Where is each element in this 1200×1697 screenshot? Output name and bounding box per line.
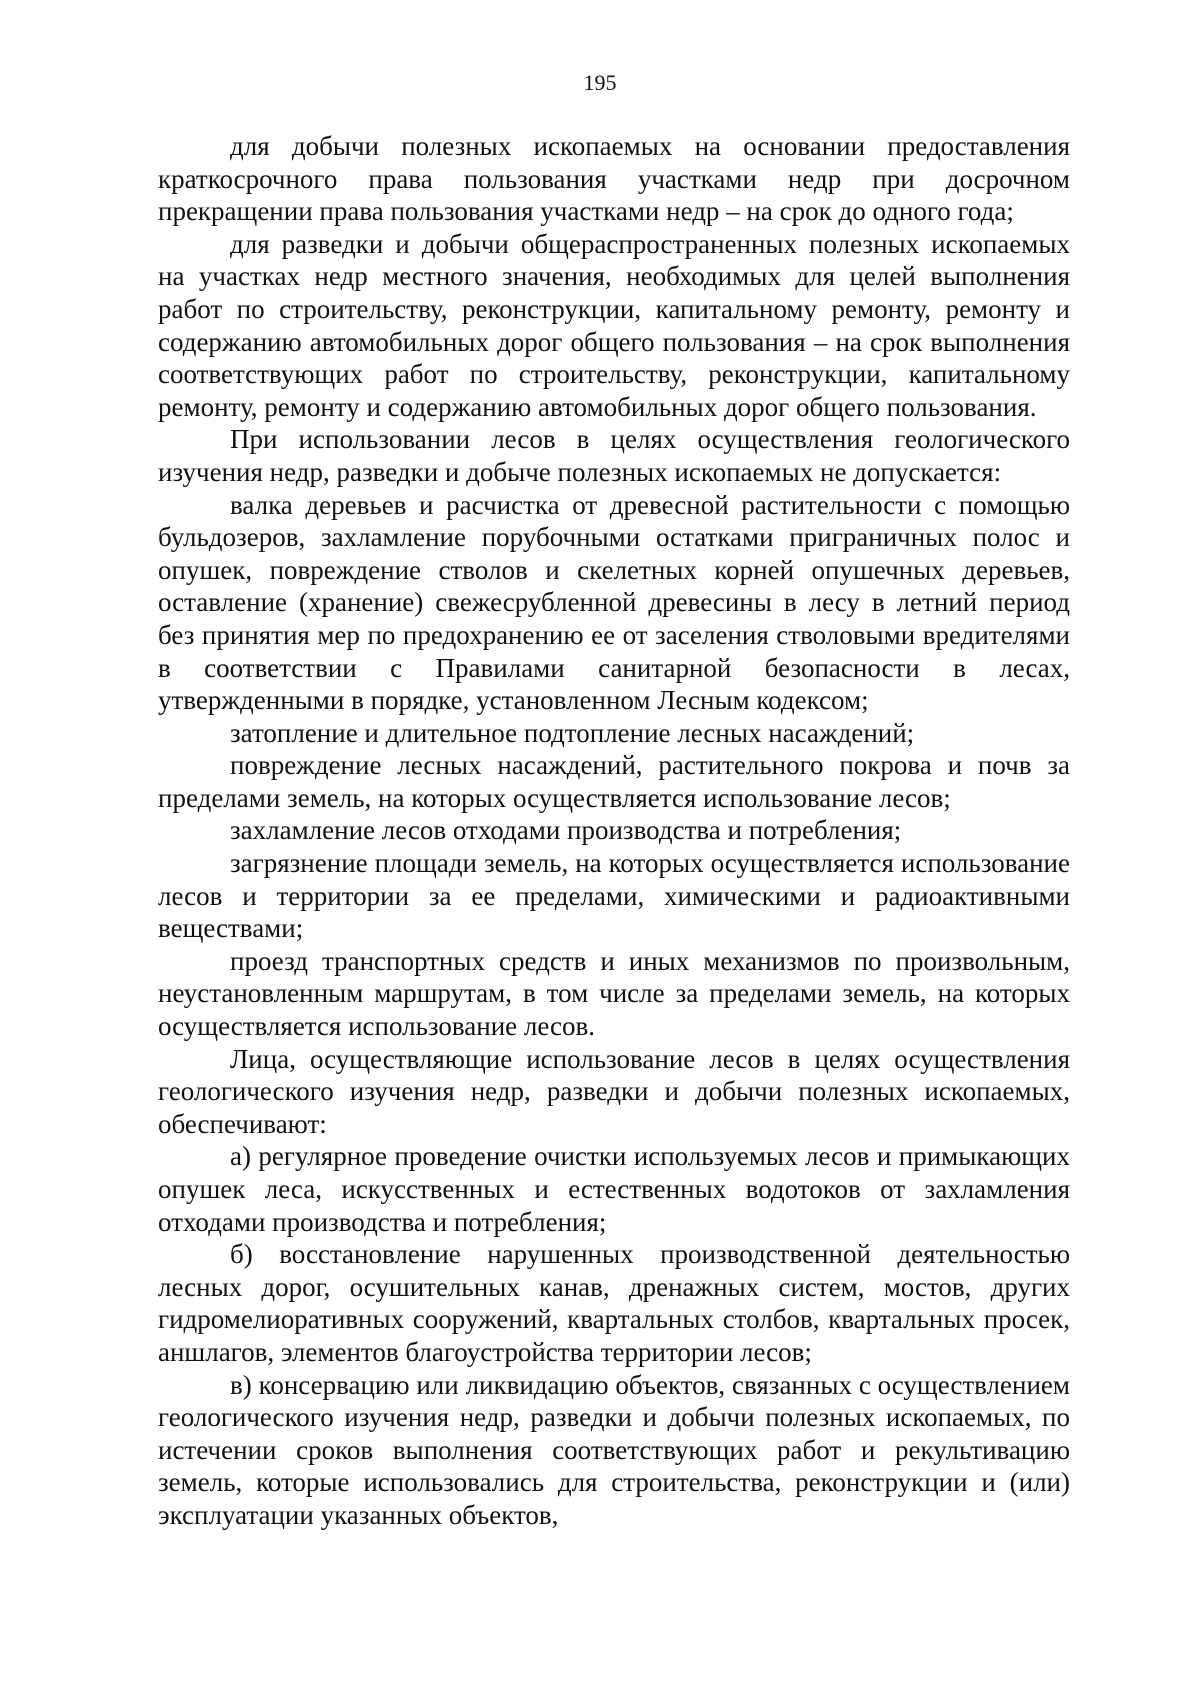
paragraph: Лица, осуществляющие использование лесов в целях осуществления геологического изучения недр, разведки и добычи полезных ископаемых, обеспечивают:: [158, 1043, 1070, 1139]
paragraph: для добычи полезных ископаемых на основании предоставления краткосрочного права пользования участками недр при досрочном прекращении права пользования участками недр – на срок до одного года;: [158, 131, 1070, 227]
paragraph: в) консервацию или ликвидацию объектов, связанных с осуществлением геологического изучения недр, разведки и добычи полезных ископаемых, по истечении сроков выполнения соответствующих работ и рекультивацию земель, которые использовались для строительства, реконструкции и (или) эксплуатации указанных объектов,: [158, 1369, 1070, 1530]
paragraph: для разведки и добычи общераспространенных полезных ископаемых на участках недр местного значения, необходимых для целей выполнения работ по строительству, реконструкции, капитальному ремонту, ремонту и содержанию автомобильных дорог общего пользования – на срок выполнения соответствующих работ по строительству, реконструкции, капитальному ремонту, ремонту и содержанию автомобильных дорог общего пользования.: [158, 228, 1070, 422]
paragraph: затопление и длительное подтопление лесных насаждений;: [230, 717, 915, 748]
paragraph: валка деревьев и расчистка от древесной растительности с помощью бульдозеров, захламление порубочными остатками приграничных полос и опушек, повреждение стволов и скелетных корней опушечных деревьев, оставление (хранение) свежесрубленной древесины в лесу в летний период без принятия мер по предохранению ее от заселения стволовыми вредителями в соответствии с Правилами санитарной безопасности в лесах, утвержденными в порядке, установленном Лесным кодексом;: [158, 489, 1070, 716]
document-body: [158, 130, 1070, 1532]
paragraph: а) регулярное проведение очистки используемых лесов и примыкающих опушек леса, искусственных и естественных водотоков от захламления отходами производства и потребления;: [158, 1141, 1070, 1237]
paragraph: б) восстановление нарушенных производственной деятельностью лесных дорог, осушительных канав, дренажных систем, мостов, других гидромелиоративных сооружений, квартальных столбов, квартальных просек, аншлагов, элементов благоустройства территории лесов;: [158, 1239, 1070, 1367]
page-number: 195: [583, 70, 617, 95]
paragraph: При использовании лесов в целях осуществления геологического изучения недр, разведки и добыче полезных ископаемых не допускается:: [158, 424, 1070, 487]
paragraph: захламление лесов отходами производства и потребления;: [230, 815, 902, 846]
paragraph: загрязнение площади земель, на которых осуществляется использование лесов и территории за ее пределами, химическими и радиоактивными веществами;: [158, 848, 1070, 944]
paragraph: проезд транспортных средств и иных механизмов по произвольным, неустановленным маршрутам, в том числе за пределами земель, на которых осуществляется использование лесов.: [158, 945, 1070, 1042]
paragraph: повреждение лесных насаждений, растительного покрова и почв за пределами земель, на которых осуществляется использование лесов;: [158, 750, 1070, 813]
